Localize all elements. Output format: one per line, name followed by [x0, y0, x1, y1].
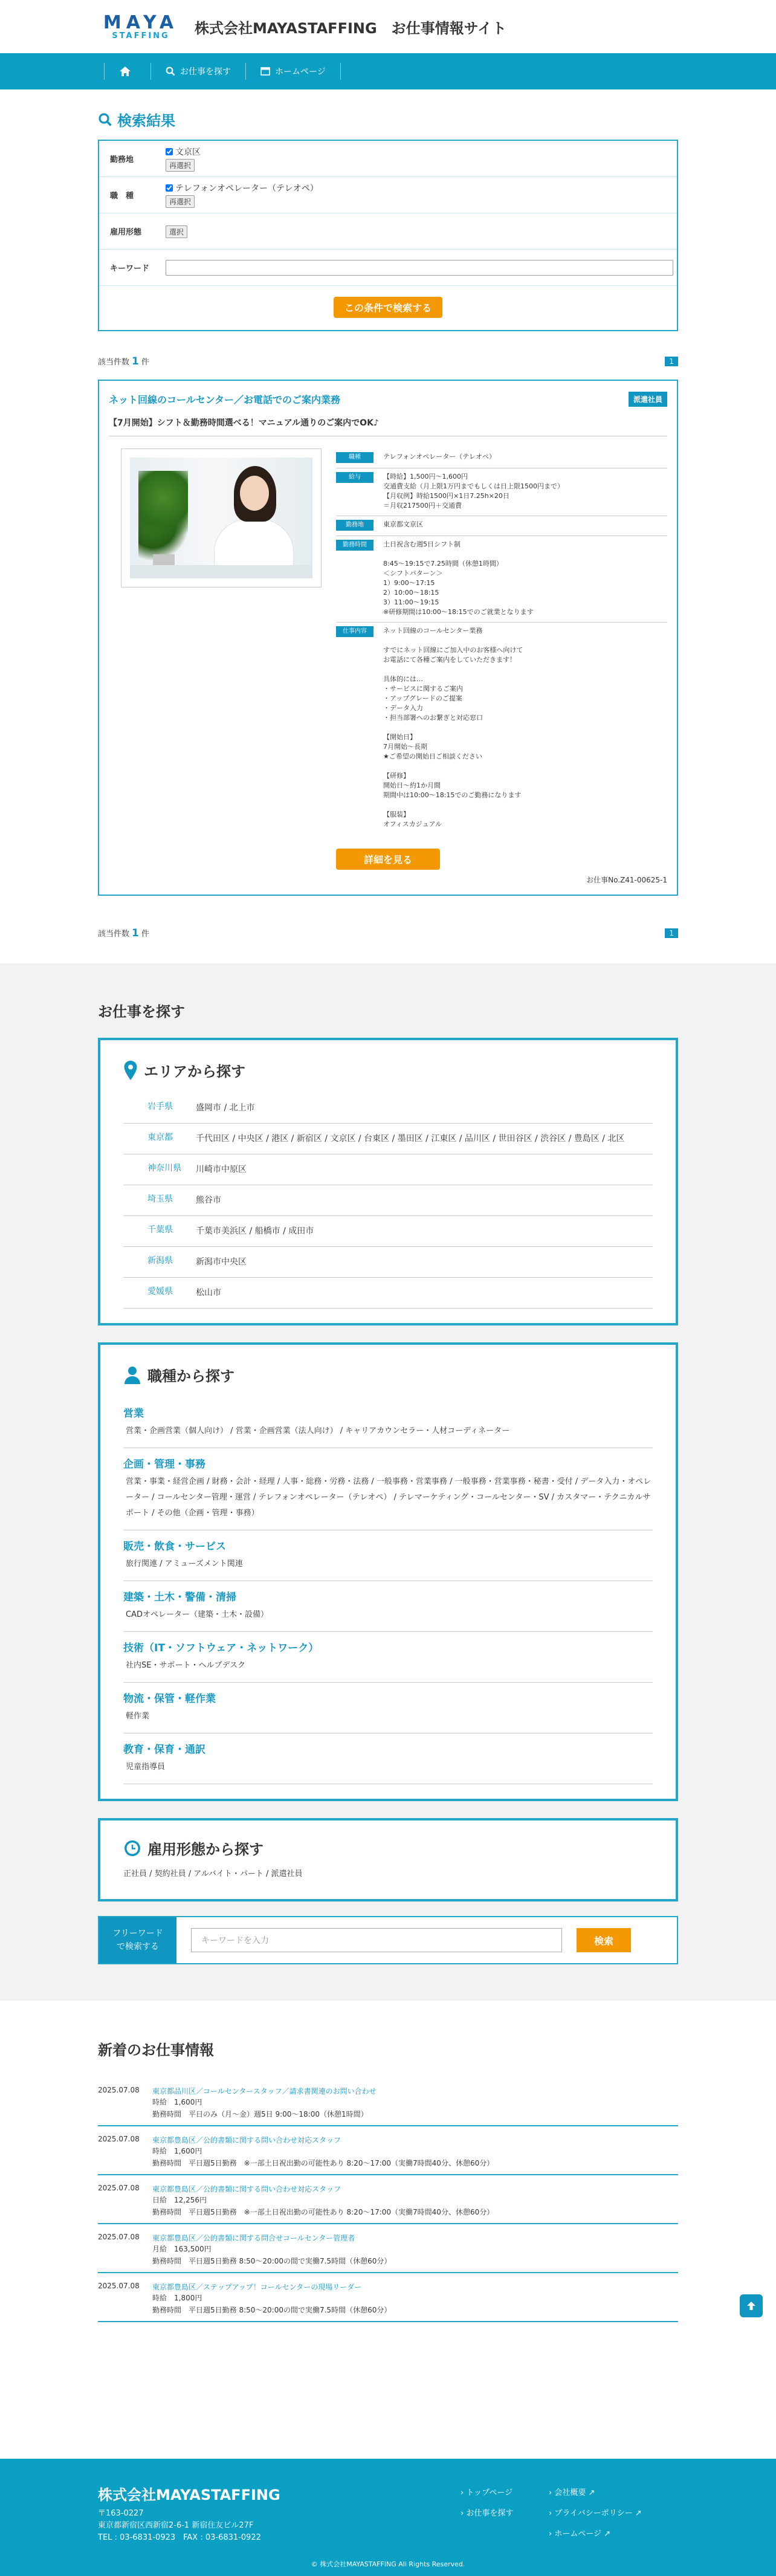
count-value: 1	[132, 927, 139, 939]
area-pref-link[interactable]: 新潟県	[147, 1256, 173, 1266]
cond-keyword-label: キーワード	[110, 264, 150, 273]
footer	[0, 2459, 776, 2576]
count-label: 該当件数	[98, 930, 130, 939]
category-name[interactable]: 企画・管理・事務	[123, 1458, 205, 1471]
area-cities[interactable]: 盛岡市 / 北上市	[196, 1103, 255, 1113]
footer-zip: 〒163-0227	[98, 2509, 144, 2518]
desk-graphic	[130, 565, 312, 578]
header	[98, 0, 678, 53]
results-title	[98, 109, 678, 130]
count-unit: 件	[141, 930, 149, 939]
new-jobs-section	[98, 2038, 678, 2322]
pagination-page[interactable]: 1	[665, 357, 678, 366]
person-face-graphic	[240, 476, 269, 511]
job-info	[336, 448, 667, 834]
count-label: 該当件数	[98, 358, 130, 367]
location-value: 文京区	[175, 147, 201, 157]
area-pref-link[interactable]: 神奈川県	[147, 1163, 181, 1173]
cond-location	[99, 141, 677, 177]
category-name[interactable]: 販売・飲食・サービス	[123, 1541, 226, 1553]
result-count-bottom	[98, 927, 678, 939]
result-count-top	[98, 355, 678, 367]
area-pref-link[interactable]: 東京都	[147, 1133, 173, 1142]
nav-search[interactable]	[150, 63, 245, 80]
job-row-value: 東京都文京区	[383, 520, 423, 528]
area-row	[123, 1216, 653, 1247]
job-type-reselect-button[interactable]: 再選択	[166, 195, 195, 208]
job-row-hours	[336, 536, 667, 623]
area-cities[interactable]: 新潟市中央区	[196, 1257, 247, 1267]
area-title: エリアから探す	[144, 1063, 245, 1080]
arrow-up-icon	[746, 2300, 757, 2311]
keyword-search-input[interactable]: キーワードを入力	[191, 1928, 562, 1952]
global-nav	[0, 53, 776, 89]
area-pref-link[interactable]: 千葉県	[147, 1225, 173, 1235]
footer-link-label: プライバシーポリシー	[554, 2509, 633, 2518]
home-icon	[119, 66, 131, 77]
nav-homepage-label: ホームページ	[275, 67, 326, 77]
new-job-link[interactable]: 東京都豊島区／ステップアップ！コールセンターの現場リーダー	[152, 2283, 362, 2291]
clock-icon	[123, 1839, 141, 1857]
area-pref-link[interactable]: 岩手県	[147, 1102, 173, 1112]
cond-employment	[99, 213, 677, 250]
category-name[interactable]: 建築・土木・警備・清掃	[123, 1591, 236, 1604]
logo-sub: STAFFING	[112, 31, 170, 40]
new-job-date: 2025.07.08	[98, 2233, 140, 2241]
keyword-search-button[interactable]: 検索	[577, 1928, 631, 1952]
cond-location-label: 勤務地	[110, 155, 134, 164]
category-name[interactable]: 物流・保管・軽作業	[123, 1693, 216, 1705]
category-items[interactable]: CADオペレーター（建築・土木・設備）	[126, 1610, 268, 1619]
area-row	[123, 1154, 653, 1185]
job-row-value: 【時給】1,500円～1,600円 交通費支給（月上限1万円までもしくは日上限1500円まで） 【月収例】時給1500円×1日7.25h×20日 ＝月収217500円＋交通費	[383, 473, 564, 510]
area-cities[interactable]: 千葉市美浜区 / 船橋市 / 成田市	[196, 1226, 314, 1236]
category-items[interactable]: 営業・企画営業（個人向け） / 営業・企画営業（法人向け） / キャリアカウンセラー・人材コーディネーター	[126, 1426, 510, 1435]
area-row	[123, 1185, 653, 1216]
category-group	[123, 1683, 653, 1733]
keyword-search-bar	[98, 1916, 678, 1964]
area-row	[123, 1124, 653, 1154]
category-group	[123, 1632, 653, 1683]
employment-select-button[interactable]: 選択	[166, 225, 187, 238]
job-row-tag: 勤務時間	[336, 540, 373, 551]
job-row-location	[336, 516, 667, 536]
area-pref-link[interactable]: 埼玉県	[147, 1194, 173, 1204]
footer-link-label: ホームページ	[554, 2529, 602, 2539]
new-job-item	[98, 2126, 678, 2175]
employment-links[interactable]: 正社員 / 契約社員 / アルバイト・パート / 派遣社員	[123, 1869, 303, 1879]
new-job-pay: 時給 1,600円	[152, 2147, 202, 2155]
category-group	[123, 1581, 653, 1632]
new-job-hours: 勤務時間 平日週5日勤務 8:50～20:00の間で実働7.5時間（休憩60分）	[152, 2257, 392, 2265]
count-unit: 件	[141, 358, 149, 367]
new-job-link[interactable]: 東京都品川区／コールセンタースタッフ／請求書関連のお問い合わせ	[152, 2087, 377, 2095]
job-card	[98, 380, 678, 896]
footer-tel: TEL : 03-6831-0923 FAX : 03-6831-0922	[98, 2533, 261, 2542]
footer-link-search[interactable]: › お仕事を探す	[461, 2509, 514, 2518]
category-title: 職種から探す	[147, 1368, 234, 1385]
logo-main: MAYA	[103, 11, 179, 33]
job-row-value: ネット回線のコールセンター業務 すでにネット回線にご加入中のお客様へ向けて お電話にて各種ご案内をしていただきます！ 具体的には… ・サービスに関するご案内 ・アップグレードのご提案 ・データ入力 ・担当部署へのお繋ぎと対応窓口 【開始日】 7月開始～長期 ★ご希望の開始日ご相談ください 【研修】 開始日～約1か月間 期間中は10:00～18:15でのご勤務になります 【服装】 オフィスカジュアル	[383, 627, 523, 828]
footer-link-homepage[interactable]: › ホームページ ↗	[549, 2529, 611, 2539]
new-job-date: 2025.07.08	[98, 2184, 140, 2192]
search-conditions	[98, 140, 678, 331]
site-title: 株式会社MAYASTAFFING お仕事情報サイト	[195, 19, 507, 37]
new-jobs-title: 新着のお仕事情報	[98, 2042, 214, 2059]
job-photo	[130, 458, 312, 578]
footer-link-label: 会社概要	[554, 2488, 586, 2497]
job-row-value: 土日祝含む週5日シフト制 8:45～19:15で7.25時間（休憩1時間） ＜シフトパターン＞ 1）9:00～17:15 2）10:00～18:15 3）11:00～19:15 ※研修期間は10:00～18:15でのご就業となります	[383, 540, 534, 616]
job-photo-frame	[121, 448, 322, 587]
new-job-pay: 時給 1,800円	[152, 2294, 202, 2302]
external-link-icon: ↗	[635, 2509, 642, 2518]
external-link-icon: ↗	[604, 2529, 611, 2539]
employment-panel	[98, 1818, 678, 1901]
employment-title: 雇用形態から探す	[147, 1841, 264, 1858]
job-title-link[interactable]: ネット回線のコールセンター／お電話でのご案内業務	[109, 394, 341, 406]
cond-employment-label: 雇用形態	[110, 228, 142, 237]
results-section	[98, 109, 678, 939]
job-row-tag: 仕事内容	[336, 626, 373, 637]
area-cities[interactable]: 熊谷市	[196, 1196, 221, 1205]
new-job-link[interactable]: 東京都豊島区／公的書類に関する問い合わせ対応スタッフ	[152, 2136, 341, 2144]
footer-link-label: トップページ	[466, 2488, 513, 2497]
new-job-pay: 日給 12,256円	[152, 2196, 207, 2204]
category-group	[123, 1733, 653, 1784]
find-section	[0, 963, 776, 2001]
search-with-conditions-button[interactable]: この条件で検索する	[334, 297, 442, 318]
job-number: お仕事No.Z41-00625-1	[586, 876, 667, 884]
new-job-date: 2025.07.08	[98, 2086, 140, 2094]
area-row	[123, 1278, 653, 1309]
area-row	[123, 1247, 653, 1278]
category-name[interactable]: 営業	[123, 1408, 144, 1420]
category-name[interactable]: 技術（IT・ソフトウェア・ネットワーク）	[123, 1642, 319, 1654]
new-job-pay: 時給 1,600円	[152, 2098, 202, 2106]
cond-keyword	[99, 250, 677, 286]
search-icon	[166, 66, 175, 76]
location-checkbox-input[interactable]	[166, 148, 173, 155]
browser-icon	[260, 67, 270, 76]
keyword-search-label: フリーワード で検索する	[99, 1917, 176, 1963]
category-group	[123, 1397, 653, 1448]
area-row	[123, 1093, 653, 1124]
footer-link-label: お仕事を探す	[466, 2509, 514, 2518]
plant-graphic	[138, 471, 188, 561]
map-pin-icon	[123, 1060, 138, 1081]
job-row-tag: 職種	[336, 452, 373, 463]
location-reselect-button[interactable]: 再選択	[166, 159, 195, 172]
location-checkbox[interactable]	[166, 146, 677, 158]
new-job-hours: 勤務時間 平日週5日勤務 ※一部土日祝出勤の可能性あり 8:20～17:00（実働7時間40分、休憩60分）	[152, 2159, 494, 2167]
new-job-hours: 勤務時間 平日週5日勤務 8:50～20:00の間で実働7.5時間（休憩60分）	[152, 2306, 392, 2314]
job-row-tag: 勤務地	[336, 520, 373, 531]
category-items[interactable]: 児童指導員	[126, 1762, 166, 1772]
back-to-top-button[interactable]	[740, 2294, 763, 2317]
job-row-description	[336, 623, 667, 834]
category-name[interactable]: 教育・保育・通訳	[123, 1744, 205, 1756]
cond-job-type	[99, 177, 677, 213]
logo[interactable]	[104, 13, 178, 40]
new-job-item	[98, 2224, 678, 2273]
new-job-item	[98, 2077, 678, 2126]
find-title: お仕事を探す	[98, 1003, 185, 1020]
category-panel	[98, 1342, 678, 1801]
category-items[interactable]: 軽作業	[126, 1712, 150, 1721]
job-row-salary	[336, 468, 667, 516]
new-job-hours: 勤務時間 平日週5日勤務 ※一部土日祝出勤の可能性あり 8:20～17:00（実働7時間40分、休憩60分）	[152, 2208, 494, 2216]
footer-address: 東京都新宿区西新宿2-6-1 新宿住友ビル27F	[98, 2521, 254, 2530]
external-link-icon: ↗	[588, 2488, 595, 2497]
category-items[interactable]: 営業・事業・経営企画 / 財務・会計・経理 / 人事・総務・労務・法務 / 一般事務・営業事務 / 一般事務・営業事務・秘書・受付 / データ入力・オペレーター / コールセンター管理・運営 / テレフォンオペレーター（テレオペ） / テレマーケティング・コールセンター・SV / カスタマー・テクニカルサポート / その他（企画・管理・事務）	[126, 1477, 652, 1518]
footer-company: 株式会社MAYASTAFFING	[98, 2487, 280, 2503]
job-row-value: テレフォンオペレーター（テレオペ）	[383, 453, 496, 461]
person-icon	[123, 1366, 141, 1384]
category-group	[123, 1530, 653, 1581]
keyword-input[interactable]	[166, 260, 673, 276]
new-job-link[interactable]: 東京都豊島区／公的書類に関する問い合わせ対応スタッフ	[152, 2185, 341, 2193]
area-panel	[98, 1038, 678, 1325]
cond-job-type-label: 職 種	[110, 192, 134, 201]
job-type-checkbox[interactable]	[166, 182, 677, 194]
search-icon	[98, 112, 112, 127]
new-job-hours: 勤務時間 平日のみ（月～金）週5日 9:00～18:00（休憩1時間）	[152, 2110, 368, 2118]
footer-link-top[interactable]: › トップページ	[461, 2488, 513, 2497]
area-cities[interactable]: 川崎市中原区	[196, 1165, 247, 1174]
results-title-text: 検索結果	[117, 112, 175, 129]
nav-home[interactable]	[104, 63, 150, 80]
pagination-page[interactable]: 1	[665, 928, 678, 938]
footer-link-company[interactable]: › 会社概要 ↗	[549, 2488, 595, 2497]
job-type-value: テレフォンオペレーター（テレオペ）	[175, 184, 318, 193]
nav-homepage[interactable]	[245, 63, 341, 80]
area-cities[interactable]: 千代田区 / 中央区 / 港区 / 新宿区 / 文京区 / 台東区 / 墨田区 / 江東区 / 品川区 / 世田谷区 / 渋谷区 / 豊島区 / 北区	[196, 1134, 625, 1144]
category-items[interactable]: 旅行関連 / アミューズメント関連	[126, 1559, 243, 1568]
footer-copyright: © 株式会社MAYASTAFFING All Rights Reserved.	[311, 2560, 465, 2568]
new-job-date: 2025.07.08	[98, 2135, 140, 2143]
count-value: 1	[132, 355, 139, 367]
job-lead: 【7月開始】シフト＆勤務時間選べる！マニュアル通りのご案内でOK♪	[109, 416, 667, 436]
employment-badge: 派遣社員	[629, 392, 667, 407]
job-type-checkbox-input[interactable]	[166, 184, 173, 192]
area-pref-link[interactable]: 愛媛県	[147, 1287, 173, 1296]
new-job-item	[98, 2273, 678, 2322]
new-job-link[interactable]: 東京都豊島区／公的書類に関する問合せコールセンター管理者	[152, 2234, 355, 2242]
category-group	[123, 1448, 653, 1530]
job-row-tag: 給与	[336, 472, 373, 483]
new-job-date: 2025.07.08	[98, 2282, 140, 2290]
job-row-job-type	[336, 448, 667, 468]
footer-link-privacy[interactable]: › プライバシーポリシー ↗	[549, 2509, 642, 2518]
new-job-pay: 月給 163,500円	[152, 2245, 212, 2253]
new-job-item	[98, 2175, 678, 2224]
category-items[interactable]: 社内SE・サポート・ヘルプデスク	[126, 1661, 245, 1670]
nav-search-label: お仕事を探す	[180, 67, 231, 77]
area-cities[interactable]: 松山市	[196, 1288, 221, 1298]
detail-button[interactable]: 詳細を見る	[336, 849, 440, 870]
